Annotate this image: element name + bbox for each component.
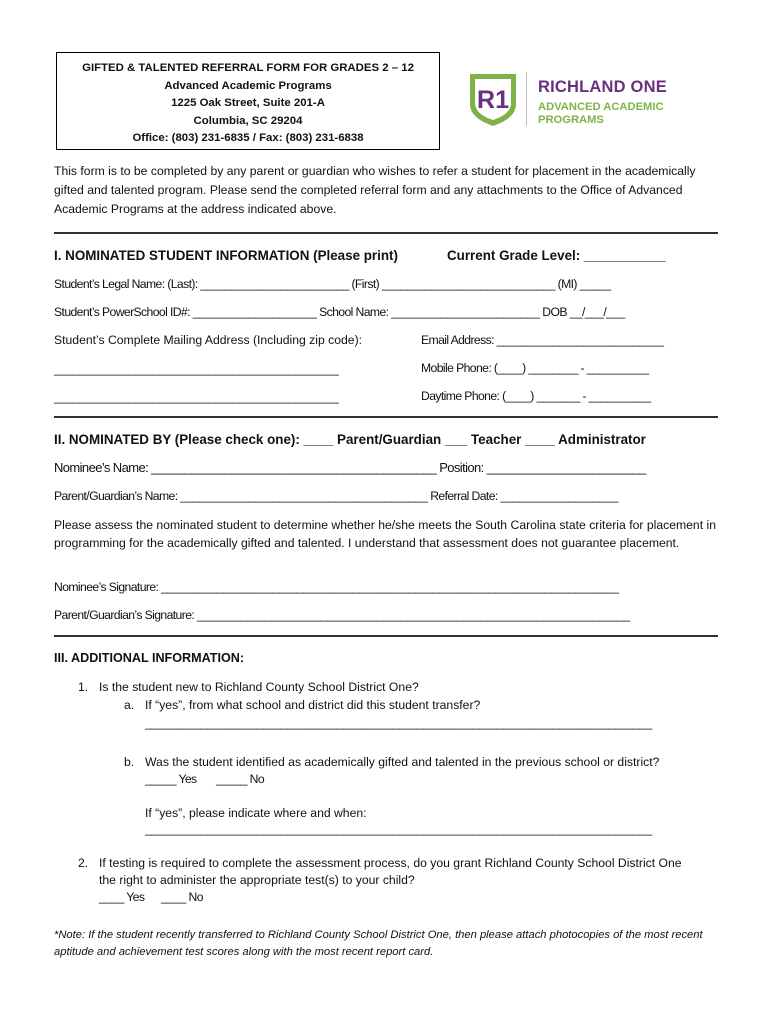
office-city: Columbia, SC 29204: [193, 114, 303, 127]
nominee-signature-field[interactable]: Nominee’s Signature: __________________________________________________________________________: [54, 580, 619, 594]
q1b-where-label: If “yes”, please indicate where and when:: [145, 806, 367, 820]
parent-name-field[interactable]: Parent/Guardian’s Name: ________________________________________ Referral Date: ___________________: [54, 489, 618, 503]
q1b-answer-line[interactable]: __________________________________________________________________________________: [145, 822, 652, 836]
address-label: Student’s Complete Mailing Address (Including zip code):: [54, 333, 363, 347]
q2-text-line2: the right to administer the appropriate test(s) to your child?: [99, 873, 415, 887]
address-line-1[interactable]: ______________________________________________: [54, 362, 339, 376]
office-name: Advanced Academic Programs: [164, 79, 332, 92]
grade-level-field[interactable]: Current Grade Level: ___________: [447, 248, 666, 263]
q2-no-option[interactable]: ____ No: [161, 890, 203, 904]
section2-title[interactable]: II. NOMINATED BY (Please check one): ____ Parent/Guardian ___ Teacher ____ Administrator: [54, 432, 646, 447]
office-phone: Office: (803) 231-6835 / Fax: (803) 231-6838: [132, 132, 364, 144]
q1b-text: Was the student identified as academically gifted and talented in the previous school or district?: [145, 755, 660, 769]
email-field[interactable]: Email Address: ___________________________: [421, 333, 664, 347]
section1-title: I. NOMINATED STUDENT INFORMATION (Please print): [54, 248, 398, 263]
section3-rule: [54, 635, 718, 637]
q1b-no-option[interactable]: _____ No: [216, 772, 265, 786]
q2-text-line1: If testing is required to complete the assessment process, do you grant Richland County School District One: [99, 856, 682, 870]
logo-divider: [526, 72, 527, 126]
richland-one-logo: [466, 70, 706, 130]
q1a-answer-line[interactable]: __________________________________________________________________________________: [145, 716, 652, 730]
logo-subtitle-line2: PROGRAMS: [538, 113, 604, 126]
q2-number: 2.: [78, 856, 89, 870]
legal-name-field[interactable]: Student’s Legal Name: (Last): ________________________ (First) ____________________________ (MI) _____: [54, 277, 611, 291]
section2-rule: [54, 416, 718, 418]
powerschool-field[interactable]: Student’s PowerSchool ID#: ____________________ School Name: ________________________ DOB __/___/___: [54, 305, 625, 319]
mobile-phone-field[interactable]: Mobile Phone: (____) ________ - __________: [421, 361, 649, 375]
q1a-letter: a.: [124, 698, 135, 712]
q1-number: 1.: [78, 680, 89, 694]
q1b-yes-option[interactable]: _____ Yes: [145, 772, 197, 786]
office-street: 1225 Oak Street, Suite 201-A: [171, 97, 325, 109]
assessment-paragraph: Please assess the nominated student to determine whether he/she meets the South Carolina state criteria for placement in programming for the academically gifted and talented. I understand that assessment does not guarantee placement.: [54, 518, 716, 550]
daytime-phone-field[interactable]: Daytime Phone: (____) _______ - __________: [421, 389, 651, 403]
header-box: [56, 52, 440, 150]
parent-signature-field[interactable]: Parent/Guardian’s Signature: ______________________________________________________________________: [54, 608, 630, 622]
footnote: *Note: If the student recently transferred to Richland County School District One, then please attach photocopies of the most recent aptitude and achievement test scores along with the most recent report card.: [54, 929, 703, 958]
q1b-letter: b.: [124, 755, 135, 769]
section1-rule: [54, 232, 718, 234]
intro-paragraph: This form is to be completed by any parent or guardian who wishes to refer a student for placement in the academically gifted and talented program. Please send the completed referral form and any attachments to the Office of Advanced Academic Programs at the address indicated above.: [54, 164, 696, 216]
q1-text: Is the student new to Richland County School District One?: [99, 680, 419, 694]
q2-yes-option[interactable]: ____ Yes: [99, 890, 145, 904]
section3-title: III. ADDITIONAL INFORMATION:: [54, 651, 245, 665]
logo-brand: RICHLAND ONE: [538, 78, 667, 96]
nominee-name-field[interactable]: Nominee’s Name: ___________________________________________ Position: ________________________: [54, 460, 646, 475]
r1-shield-icon: [466, 70, 520, 128]
address-line-2[interactable]: ______________________________________________: [54, 390, 339, 404]
form-title: GIFTED & TALENTED REFERRAL FORM FOR GRADES 2 – 12: [82, 62, 414, 74]
logo-subtitle: [538, 101, 664, 126]
q1a-text: If “yes”, from what school and district did this student transfer?: [145, 698, 481, 712]
logo-mark: R1: [477, 86, 509, 114]
logo-subtitle-line1: ADVANCED ACADEMIC: [538, 101, 664, 113]
